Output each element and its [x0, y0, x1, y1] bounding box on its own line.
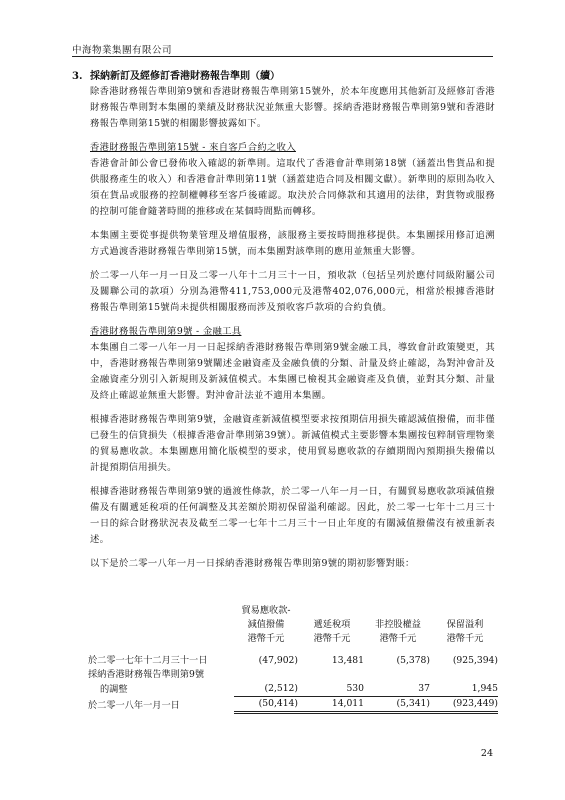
- section-number: 3.: [72, 71, 83, 82]
- table-header-row: [88, 604, 498, 646]
- page-number: 24: [480, 748, 493, 759]
- header-deferred-tax: 遞延稅項 港幣千元: [313, 619, 351, 644]
- table-row: 採納香港財務報告準則第9號: [88, 669, 205, 680]
- hkfrs15-heading: 香港財務報告準則第15號 - 來自客戶合約之收入: [90, 142, 296, 153]
- hkfrs9-paragraph-2: 根據香港財務報告準則第9號，金融資產新減值模型要求按預期信用損失確認減值撥備，而非僅已發生的信貸損失（根據香港會計準則第39號）。新減值模式主要影響本集團按包粹制管理物業的貿易應收款。本集團應用簡化版模型的要求，使用貿易應收款的存續期間內預期損失撥備以計提預期信用損失。: [90, 414, 495, 473]
- company-header: 中海物業集團有限公司: [72, 45, 173, 56]
- header-retained-profits: 保留溢利 港幣千元: [446, 619, 484, 644]
- reconciliation-table: [88, 604, 498, 714]
- hkfrs15-paragraph-2: 本集團主要從事提供物業管理及增值服務，該服務主要按時間推移提供。本集團採用修訂追溯方式過渡香港財務報告準則第15號，而本集團對該準則的應用並無重大影響。: [90, 230, 495, 257]
- header-non-controlling-interests: 非控股權益 港幣千元: [375, 619, 421, 644]
- section-title: 採納新訂及經修訂香港財務報告準則（續）: [90, 71, 280, 82]
- hkfrs9-paragraph-1: 本集團自二零一八年一月一日起採納香港財務報告準則第9號金融工具，導致會計政策變更，其中，香港財務報告準則第9號闡述金融資產及金融負債的分類、計量及終止確認，為對沖會計及金融資產分別引入新規則及新減值模式。本集團已檢視其金融資產及負債，並對其分類、計量及終止確認並無重大影響。對沖會計法並不適用本集團。: [90, 342, 495, 401]
- body-text: [90, 84, 495, 578]
- table-intro: 以下是於二零一八年一月一日採納香港財務報告準則第9號的期初影響對賬：: [90, 558, 415, 569]
- intro-paragraph: 除香港財務報告準則第9號和香港財務報告準則第15號外，於本年度應用其他新訂及經修訂香港財務報告準則對本集團的業績及財務狀況並無重大影響。採納香港財務報告準則第9號和香港財務報告準則第15號的相關影響披露如下。: [90, 86, 495, 129]
- hkfrs9-paragraph-3: 根據香港財務報告準則第9號的過渡性條款，於二零一八年一月一日，有關貿易應收款項減值撥備及有關遞延稅項的任何調整及其差額於期初保留溢利確認。因此，於二零一七年十二月三十一日的綜合財務狀況表及截至二零一七年十二月三十一日止年度的有關減值撥備沒有被重新表述。: [90, 486, 495, 545]
- section-heading: [72, 67, 492, 82]
- hkfrs9-heading: 香港財務報告準則第9號 - 金融工具: [90, 326, 242, 337]
- hkfrs15-paragraph-3: 於二零一八年一月一日及二零一八年十二月三十一日，預收款（包括呈列於應付同級附屬公司及關聯公司的款項）分別為港幣411,753,000元及港幣402,076,000元，相當於根據香港財務報告準則第15號尚未提供相關服務而涉及預收客戶款項的合約負債。: [90, 270, 495, 313]
- table-row-total: 於二零一八年一月一日 (50,414) 14,011 (5,341) (923,449): [88, 698, 498, 711]
- header-trade-receivables: 貿易應收款- 減值撥備 港幣千元: [241, 605, 291, 644]
- table-row: 於二零一七年十二月三十一日 (47,902) 13,481 (5,378) (925,394): [88, 655, 498, 666]
- header-divider: [72, 56, 493, 57]
- table-row: 的調整 (2,512) 530 37 1,945: [100, 683, 498, 695]
- hkfrs15-paragraph-1: 香港會計師公會已發佈收入確認的新準則。這取代了香港會計準則第18號（涵蓋出售貨品和提供服務產生的收入）和香港會計準則第11號（涵蓋建造合同及相關文獻）。新準則的原則為收入須在貨品或服務的控制權轉移至客戶後確認。取決於合同條款和其適用的法律，對貨物或服務的控制可能會隨著時間的推移或在某個時間點而轉移。: [90, 158, 495, 217]
